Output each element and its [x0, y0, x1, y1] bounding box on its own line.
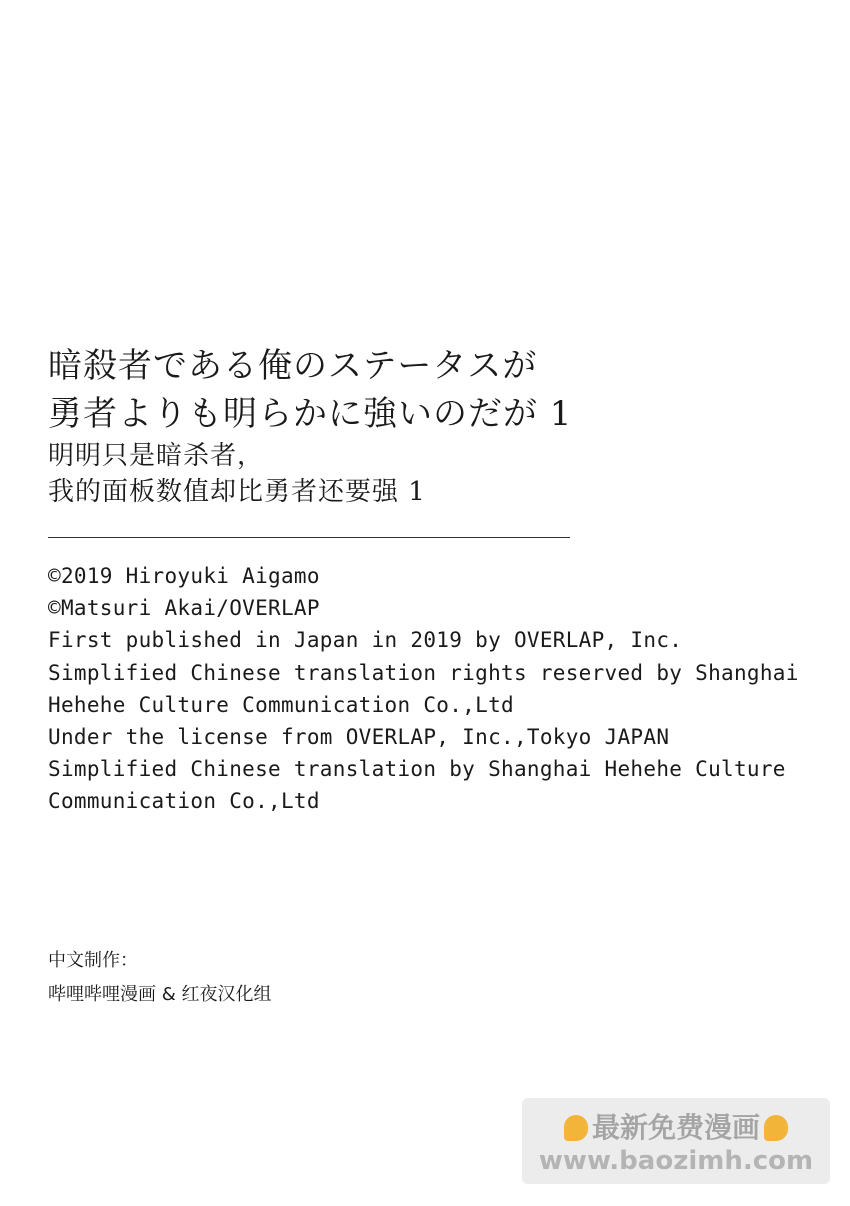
credit-line: ©Matsuri Akai/OVERLAP: [48, 596, 320, 621]
site-watermark: [522, 1098, 830, 1184]
production-label: 中文制作：: [48, 950, 138, 971]
chinese-production-credits: [48, 944, 271, 1012]
credit-line: Simplified Chinese translation rights reserved by Shanghai: [48, 660, 799, 685]
credit-line: Under the license from OVERLAP, Inc.,Tokyo JAPAN: [48, 725, 670, 750]
divider-line: [48, 537, 570, 538]
watermark-url: www.baozimh.com: [538, 1146, 814, 1176]
credit-line: Hehehe Culture Communication Co.,Ltd: [48, 692, 514, 717]
pointing-hand-icon: [764, 1115, 788, 1141]
watermark-headline-row: [534, 1106, 818, 1146]
credit-line: ©2019 Hiroyuki Aigamo: [48, 564, 320, 588]
credit-line: First published in Japan in 2019 by OVERLAP, Inc.: [48, 628, 683, 653]
watermark-headline: 最新免费漫画: [591, 1111, 760, 1144]
copyright-credits: [48, 560, 838, 818]
pointing-hand-icon: [564, 1115, 588, 1141]
chinese-title-line-2: 我的面板数值却比勇者还要强 1: [48, 477, 426, 507]
japanese-title-line-2: 勇者よりも明らかに強いのだが 1: [48, 394, 573, 434]
credit-line: Simplified Chinese translation by Shanghai Hehehe Culture: [48, 757, 786, 782]
credit-line: Communication Co.,Ltd: [48, 789, 320, 814]
title-block: [48, 342, 572, 510]
chinese-title-line-1: 明明只是暗杀者，: [48, 441, 265, 471]
production-groups: 哔哩哔哩漫画 & 红夜汉化组: [48, 984, 272, 1005]
japanese-title-line-1: 暗殺者である俺のステータスが: [48, 346, 538, 386]
